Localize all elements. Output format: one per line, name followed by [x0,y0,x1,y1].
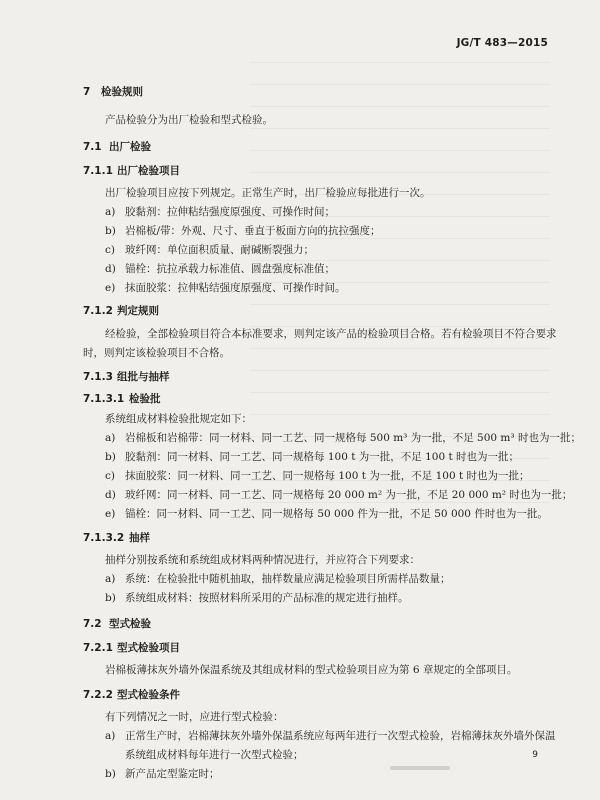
intro-paragraph: 产品检验分为出厂检验和型式检验。 [105,114,273,126]
list-marker: e) [105,508,116,520]
paragraph: 岩棉板薄抹灰外墙外保温系统及其组成材料的型式检验项目应为第 6 章规定的全部项目。 [105,664,518,676]
list-text: 玻纤网：单位面积质量、耐碱断裂强力； [125,244,314,256]
scan-smudge [390,766,450,770]
paragraph: 有下列情况之一时，应进行型式检验： [105,711,284,723]
section-title: 抽样 [129,532,150,544]
section-number: 7.1.1 [83,165,113,177]
section-title: 判定规则 [117,305,159,317]
section-title: 检验规则 [101,86,143,98]
list-text: 岩棉板/带：外观、尺寸、垂直于板面方向的抗拉强度； [125,225,381,237]
section-number: 7.1.3.1 [83,393,125,405]
paragraph: 抽样分别按系统和系统组成材料两种情况进行，并应符合下列要求： [105,554,420,566]
list-marker: b) [105,592,116,604]
section-number: 7.2.1 [83,642,113,654]
list-marker: b) [105,768,116,780]
section-number: 7 [83,86,91,98]
list-marker: d) [105,489,116,501]
paragraph: 系统组成材料检验批规定如下： [105,413,252,425]
list-marker: b) [105,451,116,463]
section-title: 型式检验条件 [117,689,180,701]
list-text: 锚栓：抗拉承载力标准值、圆盘强度标准值； [125,263,335,275]
list-text: 抹面胶浆：拉伸粘结强度原强度、可操作时间。 [125,282,346,294]
section-number: 7.1 [83,141,102,153]
list-text: 锚栓：同一材料、同一工艺、同一规格每 50 000 件为一批，不足 50 000 件时也为一批。 [125,508,548,520]
list-marker: a) [105,432,116,444]
list-text: 胶黏剂：同一材料、同一工艺、同一规格每 100 t 为一批，不足 100 t 时也为一批； [125,451,520,463]
section-title: 检验批 [129,393,161,405]
list-text: 岩棉板和岩棉带：同一材料、同一工艺、同一规格每 500 m³ 为一批，不足 500 m³ 时也为一批； [125,432,581,444]
list-marker: a) [105,730,116,742]
paragraph: 出厂检验项目应按下列规定。正常生产时，出厂检验应每批进行一次。 [105,187,431,199]
section-title: 组批与抽样 [117,371,170,383]
list-marker: b) [105,225,116,237]
list-text: 系统：在检验批中随机抽取，抽样数量应满足检验项目所需样品数量； [125,573,451,585]
list-text: 正常生产时，岩棉薄抹灰外墙外保温系统应每两年进行一次型式检验，岩棉薄抹灰外墙外保温 [125,730,556,742]
paragraph-line: 经检验，全部检验项目符合本标准要求，则判定该产品的检验项目合格。若有检验项目不符合要求 [105,328,557,340]
section-title: 出厂检验 [109,141,151,153]
section-number: 7.1.3.2 [83,532,125,544]
list-continuation: 系统组成材料每年进行一次型式检验； [125,749,304,761]
section-number: 7.1.3 [83,371,113,383]
paragraph-line: 时，则判定该检验项目不合格。 [83,347,230,359]
page-number: 9 [532,750,538,760]
list-marker: e) [105,282,116,294]
standard-header: JG/T 483—2015 [456,37,548,49]
list-text: 新产品定型鉴定时； [125,768,220,780]
section-number: 7.2.2 [83,689,113,701]
list-marker: c) [105,470,115,482]
section-title: 型式检验 [109,618,151,630]
section-title: 出厂检验项目 [117,165,180,177]
list-marker: a) [105,206,116,218]
section-number: 7.1.2 [83,305,113,317]
section-number: 7.2 [83,618,102,630]
list-text: 抹面胶浆：同一材料、同一工艺、同一规格每 100 t 为一批，不足 100 t 时也为一批； [125,470,530,482]
section-title: 型式检验项目 [117,642,180,654]
list-text: 玻纤网：同一材料、同一工艺、同一规格每 20 000 m² 为一批，不足 20 000 m² 时也为一批； [125,489,573,501]
list-marker: a) [105,573,116,585]
list-marker: d) [105,263,116,275]
list-text: 系统组成材料：按照材料所采用的产品标准的规定进行抽样。 [125,592,409,604]
list-text: 胶黏剂：拉伸粘结强度原强度、可操作时间； [125,206,335,218]
list-marker: c) [105,244,115,256]
